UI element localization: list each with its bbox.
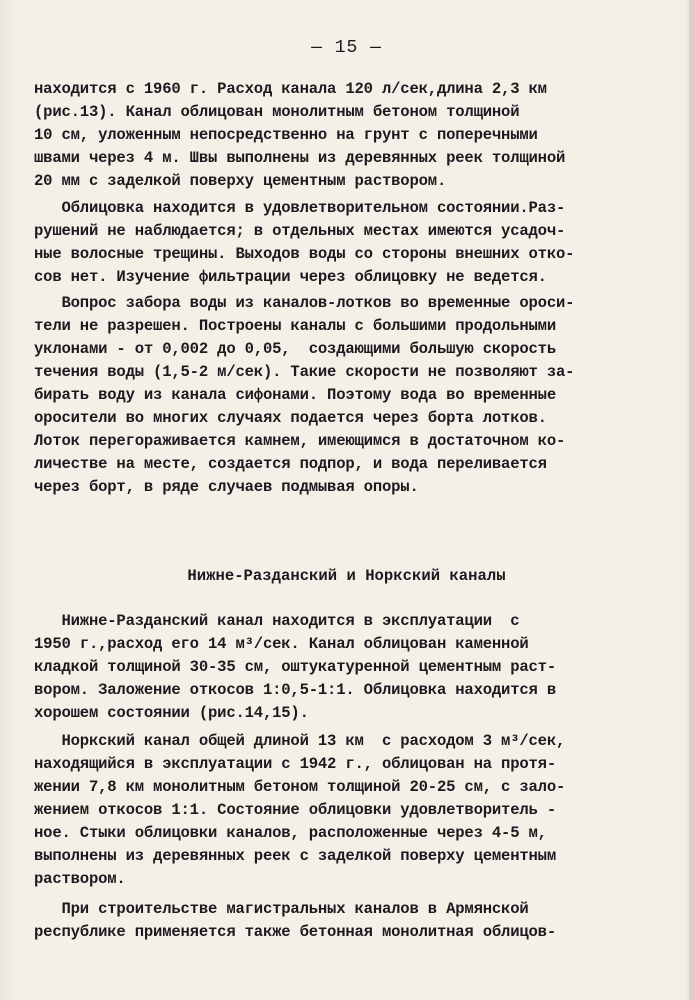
text-line: 10 см, уложенным непосредственно на грунт с поперечными	[34, 126, 538, 144]
text-line: 1950 г.,расход его 14 м³/сек. Канал облицован каменной	[34, 635, 529, 653]
text-line: Облицовка находится в удовлетворительном состоянии.Раз-	[34, 199, 566, 217]
text-line: оросители во многих случаях подается через борта лотков.	[34, 409, 547, 427]
text-line: рушений не наблюдается; в отдельных местах имеются усадоч-	[34, 222, 566, 240]
text-line: жении 7,8 км монолитным бетоном толщиной 20-25 см, с зало-	[34, 778, 566, 796]
text-line: кладкой толщиной 30-35 см, оштукатуренной цементным раст-	[34, 658, 556, 676]
text-line: находится с 1960 г. Расход канала 120 л/сек,длина 2,3 км	[34, 80, 547, 98]
text-line: Лоток перегораживается камнем, имеющимся в достаточном ко-	[34, 432, 566, 450]
text-line: тели не разрешен. Построены каналы с большими продольными	[34, 317, 556, 335]
text-line: через борт, в ряде случаев подмывая опоры.	[34, 478, 419, 496]
text-line: уклонами - от 0,002 до 0,05, создающими большую скорость	[34, 340, 556, 358]
text-line: (рис.13). Канал облицован монолитным бетоном толщиной	[34, 103, 520, 121]
text-line: республике применяется также бетонная монолитная облицов-	[34, 923, 556, 941]
text-line: ное. Стыки облицовки каналов, расположенные через 4-5 м,	[34, 824, 547, 842]
page-edge	[689, 0, 693, 1000]
section-heading: Нижне-Разданский и Норкский каналы	[187, 567, 506, 585]
page-number: — 15 —	[311, 38, 382, 58]
text-line: Норкский канал общей длиной 13 км с расходом 3 м³/сек,	[34, 732, 566, 750]
text-line: вором. Заложение откосов 1:0,5-1:1. Облицовка находится в	[34, 681, 556, 699]
text-line: ные волосные трещины. Выходов воды со стороны внешних отко-	[34, 245, 575, 263]
text-line: находящийся в эксплуатации с 1942 г., облицован на протя-	[34, 755, 556, 773]
text-line: 20 мм с заделкой поверху цементным раствором.	[34, 172, 447, 190]
text-line: сов нет. Изучение фильтрации через облицовку не ведется.	[34, 268, 547, 286]
text-line: раствором.	[34, 870, 126, 888]
text-line: Нижне-Разданский канал находится в эксплуатации с	[34, 612, 520, 630]
text-line: выполнены из деревянных реек с заделкой поверху цементным	[34, 847, 556, 865]
text-line: хорошем состоянии (рис.14,15).	[34, 704, 309, 722]
text-line: Вопрос забора воды из каналов-лотков во временные ороси-	[34, 294, 575, 312]
text-line: бирать воду из канала сифонами. Поэтому вода во временные	[34, 386, 556, 404]
text-line: жением откосов 1:1. Состояние облицовки удовлетворитель -	[34, 801, 556, 819]
text-line: личестве на месте, создается подпор, и вода переливается	[34, 455, 547, 473]
text-line: швами через 4 м. Швы выполнены из деревянных реек толщиной	[34, 149, 566, 167]
text-line: При строительстве магистральных каналов в Армянской	[34, 900, 529, 918]
text-line: течения воды (1,5-2 м/сек). Такие скорости не позволяют за-	[34, 363, 575, 381]
